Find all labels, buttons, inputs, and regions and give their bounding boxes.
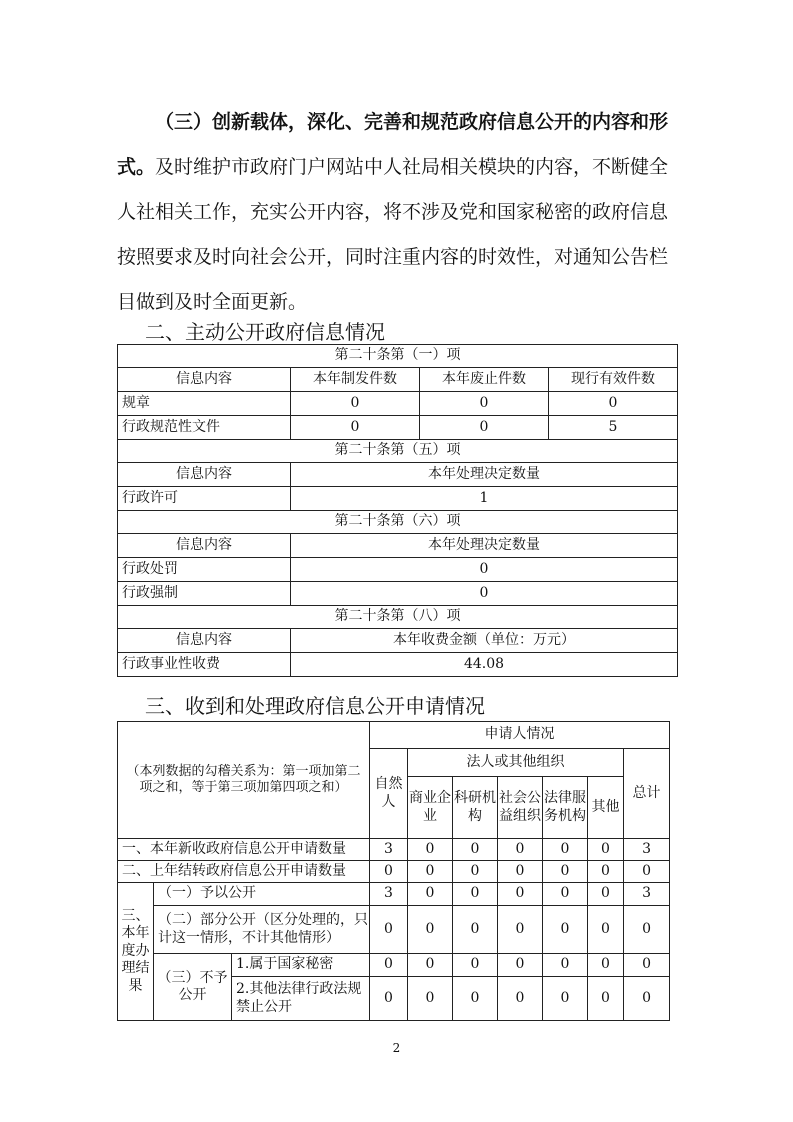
natural-person-header: 自然人: [370, 749, 408, 839]
row-label-normative-docs: 行政规范性文件: [118, 416, 291, 440]
table-cell: 0: [291, 582, 678, 606]
col-header-valid: 现行有效件数: [549, 368, 678, 392]
table-cell: 0: [624, 977, 670, 1021]
table-cell: 0: [543, 954, 588, 977]
col-header-issued: 本年制发件数: [291, 368, 420, 392]
total-header: 总计: [624, 749, 670, 839]
table-cell: 0: [498, 883, 543, 906]
table-cell: 0: [453, 954, 498, 977]
row-label-permit: 行政许可: [118, 487, 291, 511]
table-cell: 0: [588, 883, 624, 906]
table-cell: 0: [624, 906, 670, 954]
paragraph-bold-heading: （三）创新载体，深化、完善和规范政府信息公开的内容和形式。: [117, 111, 669, 178]
table-cell: 0: [370, 977, 408, 1021]
row-label-carried-over: 二、上年结转政府信息公开申请数量: [118, 861, 370, 883]
table-cell: 0: [498, 954, 543, 977]
table-cell: 0: [453, 906, 498, 954]
section2-heading: 二、主动公开政府信息情况: [145, 320, 385, 344]
row-label-partially-disclosed: （二）部分公开（区分处理的，只计这一情形，不计其他情形）: [154, 906, 370, 954]
col-header-fees: 本年收费金额（单位：万元）: [291, 629, 678, 653]
section3-heading: 三、收到和处理政府信息公开申请情况: [145, 694, 485, 718]
article-heading-5: 第二十条第（五）项: [118, 440, 678, 463]
col-header-decisions: 本年处理决定数量: [291, 463, 678, 487]
table-cell: 0: [588, 861, 624, 883]
table-cell: 0: [408, 839, 453, 861]
table-cell: 0: [453, 977, 498, 1021]
row-label-not-disclosed: （三）不予公开: [154, 954, 232, 1021]
table-cell: 0: [543, 861, 588, 883]
row-label-disclosed: （一）予以公开: [154, 883, 370, 906]
table-cell: 0: [588, 954, 624, 977]
row-label-fees: 行政事业性收费: [118, 653, 291, 677]
col-header-info: 信息内容: [118, 463, 291, 487]
table-cell: 0: [453, 861, 498, 883]
page-number: 2: [392, 1041, 401, 1055]
table-cell: 0: [370, 906, 408, 954]
col-header-info: 信息内容: [118, 629, 291, 653]
table-cell: 3: [624, 883, 670, 906]
table-cell: 0: [498, 906, 543, 954]
table-cell: 0: [588, 977, 624, 1021]
application-handling-table: [117, 721, 670, 1021]
table-cell: 0: [453, 883, 498, 906]
article-heading-1: 第二十条第（一）项: [118, 345, 678, 368]
table-cell: 0: [408, 883, 453, 906]
table-cell: 0: [291, 558, 678, 582]
table-cell: 5: [549, 416, 678, 440]
table-cell: 44.08: [291, 653, 678, 677]
row-label-regulations: 规章: [118, 392, 291, 416]
table-cell: 0: [624, 861, 670, 883]
proactive-disclosure-table: [117, 344, 678, 677]
consistency-note: （本列数据的勾稽关系为：第一项加第二项之和，等于第三项加第四项之和）: [118, 722, 370, 839]
table-cell: 0: [370, 861, 408, 883]
table-cell: 0: [498, 977, 543, 1021]
table-cell: 3: [370, 883, 408, 906]
org-header-other: 其他: [588, 777, 624, 839]
table-cell: 0: [543, 906, 588, 954]
table-cell: 0: [408, 906, 453, 954]
row-label-new-requests: 一、本年新收政府信息公开申请数量: [118, 839, 370, 861]
col-header-info: 信息内容: [118, 534, 291, 558]
table-cell: 0: [408, 954, 453, 977]
table-cell: 0: [624, 954, 670, 977]
table-cell: 3: [624, 839, 670, 861]
table-cell: 0: [498, 861, 543, 883]
table-cell: 0: [543, 977, 588, 1021]
table-cell: 0: [291, 392, 420, 416]
col-header-abolished: 本年废止件数: [420, 368, 549, 392]
col-header-decisions: 本年处理决定数量: [291, 534, 678, 558]
col-header-info: 信息内容: [118, 368, 291, 392]
row-label-state-secret: 1.属于国家秘密: [232, 954, 370, 977]
table-cell: 0: [408, 861, 453, 883]
legal-entity-header: 法人或其他组织: [408, 749, 624, 777]
table-cell: 0: [588, 906, 624, 954]
table-cell: 0: [291, 416, 420, 440]
table-cell: 0: [549, 392, 678, 416]
org-header-legal-service: 法律服务机构: [543, 777, 588, 839]
table-cell: 0: [543, 839, 588, 861]
table-cell: 0: [420, 392, 549, 416]
row-label-penalty: 行政处罚: [118, 558, 291, 582]
table-cell: 0: [370, 954, 408, 977]
article-heading-8: 第二十条第（八）项: [118, 606, 678, 629]
table-cell: 0: [453, 839, 498, 861]
article-heading-6: 第二十条第（六）项: [118, 511, 678, 534]
table-cell: 0: [543, 883, 588, 906]
row-label-enforcement: 行政强制: [118, 582, 291, 606]
table-cell: 1: [291, 487, 678, 511]
table-cell: 0: [408, 977, 453, 1021]
paragraph-body: 及时维护市政府门户网站中人社局相关模块的内容，不断健全人社相关工作，充实公开内容，将不涉及党和国家秘密的政府信息按照要求及时向社会公开，同时注重内容的时效性，对通知公告栏目做到及时全面更新。: [117, 156, 669, 313]
table-cell: 0: [420, 416, 549, 440]
org-header-commercial: 商业企业: [408, 777, 453, 839]
row-label-prohibited-by-law: 2.其他法律行政法规禁止公开: [232, 977, 370, 1021]
table-cell: 0: [588, 839, 624, 861]
row-label-handling-result: 三、本年度办理结果: [118, 883, 154, 1021]
table-cell: 0: [498, 839, 543, 861]
table-cell: 3: [370, 839, 408, 861]
applicant-header: 申请人情况: [370, 722, 670, 749]
org-header-public-welfare: 社会公益组织: [498, 777, 543, 839]
org-header-research: 科研机构: [453, 777, 498, 839]
paragraph-creative-carrier: [117, 100, 677, 325]
